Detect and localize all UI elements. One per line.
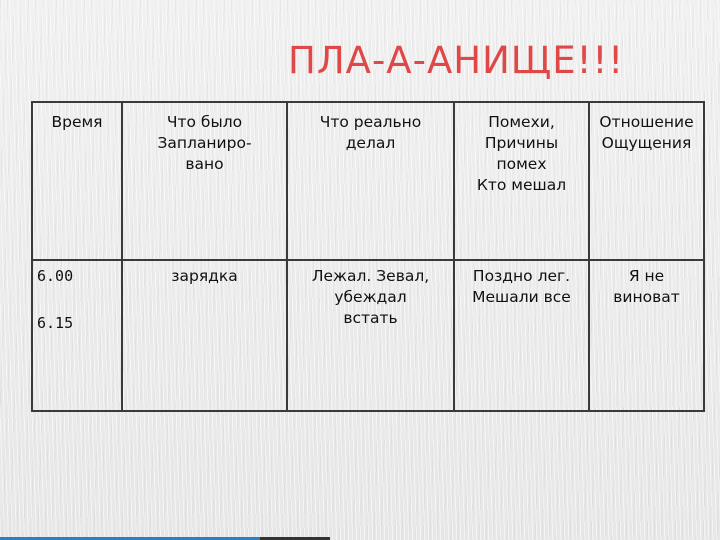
cell-time [32,260,122,411]
attitude-text: Я не [628,267,665,285]
header-text: Ощущения [601,134,692,152]
header-text: Причины [484,134,559,152]
cell-attitude [589,260,704,411]
cell-planned [122,260,287,411]
table-row [32,260,704,411]
planned-text: зарядка [171,267,238,285]
header-text: Отношение [599,113,694,131]
header-text: Что реально [319,113,422,131]
header-text: делал [345,134,396,152]
header-text: Помехи, [488,113,555,131]
attitude-text: виноват [613,288,680,306]
header-attitude [589,102,704,260]
header-obstacles [454,102,589,260]
actual-text: убеждал [334,288,407,306]
time-start: 6.00 [37,267,74,285]
obstacles-text: Поздно лег. [472,267,571,285]
header-text: вано [185,155,224,173]
header-time [32,102,122,260]
time-end: 6.15 [37,314,74,332]
header-actual [287,102,454,260]
header-text: Время [51,113,103,131]
header-text: помех [496,155,547,173]
actual-text: встать [343,309,398,327]
actual-text: Лежал. Зевал, [311,267,430,285]
header-text: Запланиро- [157,134,252,152]
slide-title: ПЛА-А-АНИЩЕ!!! [288,39,625,82]
cell-obstacles [454,260,589,411]
header-planned [122,102,287,260]
planning-table [31,101,705,412]
obstacles-text: Мешали все [472,288,571,306]
header-text: Что было [166,113,243,131]
table-header-row [32,102,704,260]
cell-actual [287,260,454,411]
header-text: Кто мешал [476,176,567,194]
